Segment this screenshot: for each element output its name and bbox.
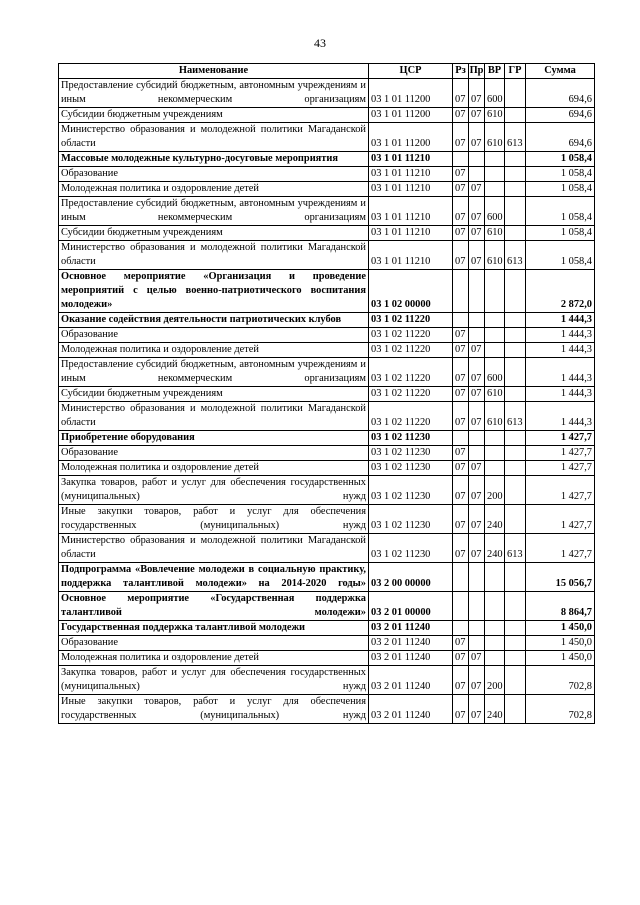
cell-sum: 1 444,3 [526,328,595,343]
table-row [59,402,595,431]
cell-gr [505,636,526,651]
cell-vr: 240 [485,534,505,563]
cell-pr [469,328,485,343]
cell-rz: 07 [453,343,469,358]
cell-pr: 07 [469,402,485,431]
table-row [59,636,595,651]
cell-rz: 07 [453,461,469,476]
cell-vr [485,461,505,476]
cell-vr [485,563,505,592]
cell-vr [485,167,505,182]
cell-sum: 702,8 [526,666,595,695]
cell-vr: 200 [485,666,505,695]
cell-sum: 1 444,3 [526,343,595,358]
cell-sum: 1 427,7 [526,534,595,563]
table-body [59,79,595,724]
cell-vr [485,636,505,651]
cell-vr: 610 [485,108,505,123]
table-row [59,328,595,343]
cell-vr: 600 [485,197,505,226]
cell-vr [485,328,505,343]
cell-sum: 694,6 [526,108,595,123]
cell-pr [469,446,485,461]
cell-pr: 07 [469,108,485,123]
cell-name: Основное мероприятие «Государственная поддержка талантливой молодежи» [59,592,369,621]
cell-vr: 200 [485,476,505,505]
table-row [59,167,595,182]
table-row [59,621,595,636]
cell-pr: 07 [469,197,485,226]
cell-sum: 1 058,4 [526,197,595,226]
cell-pr: 07 [469,182,485,197]
cell-pr [469,431,485,446]
cell-gr [505,431,526,446]
cell-sum: 1 444,3 [526,402,595,431]
cell-sum: 2 872,0 [526,270,595,313]
table-row [59,666,595,695]
cell-gr [505,108,526,123]
table-row [59,431,595,446]
cell-csr: 03 1 02 11230 [369,505,453,534]
cell-name: Предоставление субсидий бюджетным, автономным учреждениям и иным некоммерческим организациям [59,79,369,108]
cell-rz [453,431,469,446]
cell-csr: 03 1 01 11210 [369,241,453,270]
cell-csr: 03 1 02 11220 [369,402,453,431]
cell-gr [505,621,526,636]
header-gr: ГР [505,64,526,79]
cell-name: Государственная поддержка талантливой молодежи [59,621,369,636]
cell-name: Оказание содействия деятельности патриотических клубов [59,313,369,328]
cell-rz: 07 [453,358,469,387]
cell-name: Образование [59,167,369,182]
cell-rz [453,621,469,636]
cell-gr [505,592,526,621]
cell-gr: 613 [505,123,526,152]
cell-gr [505,358,526,387]
table-row [59,343,595,358]
cell-sum: 1 450,0 [526,651,595,666]
cell-gr [505,446,526,461]
cell-name: Молодежная политика и оздоровление детей [59,461,369,476]
cell-rz: 07 [453,226,469,241]
cell-sum: 1 058,4 [526,167,595,182]
table-row [59,505,595,534]
cell-name: Приобретение оборудования [59,431,369,446]
table-row [59,241,595,270]
header-vr: ВР [485,64,505,79]
cell-csr: 03 1 01 11210 [369,182,453,197]
cell-csr: 03 1 01 11210 [369,167,453,182]
cell-vr [485,313,505,328]
cell-rz: 07 [453,108,469,123]
cell-rz: 07 [453,402,469,431]
cell-rz: 07 [453,505,469,534]
cell-name: Субсидии бюджетным учреждениям [59,387,369,402]
cell-gr [505,226,526,241]
cell-name: Молодежная политика и оздоровление детей [59,182,369,197]
cell-vr [485,431,505,446]
cell-rz [453,152,469,167]
cell-gr [505,666,526,695]
cell-rz: 07 [453,387,469,402]
cell-pr: 07 [469,358,485,387]
table-row [59,152,595,167]
cell-gr [505,461,526,476]
cell-gr [505,505,526,534]
cell-pr: 07 [469,666,485,695]
cell-sum: 1 427,7 [526,476,595,505]
cell-vr: 610 [485,241,505,270]
cell-pr [469,563,485,592]
table-row [59,182,595,197]
cell-rz [453,270,469,313]
table-row [59,197,595,226]
cell-csr: 03 2 01 00000 [369,592,453,621]
cell-name: Министерство образования и молодежной политики Магаданской области [59,534,369,563]
cell-csr: 03 1 02 11220 [369,358,453,387]
cell-name: Министерство образования и молодежной политики Магаданской области [59,241,369,270]
cell-sum: 1 427,7 [526,446,595,461]
cell-rz [453,592,469,621]
cell-rz: 07 [453,328,469,343]
cell-name: Министерство образования и молодежной политики Магаданской области [59,402,369,431]
cell-pr: 07 [469,123,485,152]
cell-pr [469,152,485,167]
cell-csr: 03 2 01 11240 [369,666,453,695]
header-csr: ЦСР [369,64,453,79]
cell-csr: 03 1 02 00000 [369,270,453,313]
table-row [59,563,595,592]
cell-gr: 613 [505,402,526,431]
cell-name: Молодежная политика и оздоровление детей [59,343,369,358]
cell-vr [485,592,505,621]
cell-csr: 03 2 01 11240 [369,695,453,724]
cell-name: Закупка товаров, работ и услуг для обеспечения государственных (муниципальных) нужд [59,666,369,695]
cell-vr: 240 [485,695,505,724]
cell-pr: 07 [469,476,485,505]
cell-name: Иные закупки товаров, работ и услуг для обеспечения государственных (муниципальных) нужд [59,695,369,724]
cell-csr: 03 1 01 11200 [369,79,453,108]
page-number: 43 [314,36,326,50]
cell-gr [505,328,526,343]
table-row [59,695,595,724]
cell-pr: 07 [469,695,485,724]
cell-name: Министерство образования и молодежной политики Магаданской области [59,123,369,152]
cell-vr: 600 [485,358,505,387]
cell-csr: 03 1 02 11230 [369,476,453,505]
cell-gr [505,167,526,182]
cell-sum: 1 444,3 [526,313,595,328]
cell-vr: 610 [485,226,505,241]
cell-name: Образование [59,446,369,461]
table-row [59,313,595,328]
cell-sum: 702,8 [526,695,595,724]
cell-rz: 07 [453,476,469,505]
table-row [59,387,595,402]
cell-gr [505,695,526,724]
cell-pr [469,270,485,313]
cell-csr: 03 1 01 11200 [369,123,453,152]
cell-gr [505,387,526,402]
table-row [59,358,595,387]
cell-pr [469,167,485,182]
cell-rz: 07 [453,79,469,108]
cell-gr [505,79,526,108]
cell-rz: 07 [453,534,469,563]
cell-pr [469,636,485,651]
cell-vr [485,446,505,461]
cell-csr: 03 1 02 11230 [369,431,453,446]
cell-rz: 07 [453,182,469,197]
table-row [59,446,595,461]
cell-gr [505,651,526,666]
cell-name: Образование [59,328,369,343]
header-rz: Рз [453,64,469,79]
cell-sum: 1 427,7 [526,461,595,476]
cell-sum: 1 058,4 [526,182,595,197]
cell-gr [505,476,526,505]
cell-vr [485,651,505,666]
cell-gr [505,343,526,358]
cell-gr [505,152,526,167]
cell-pr: 07 [469,534,485,563]
table-row [59,270,595,313]
cell-gr: 613 [505,534,526,563]
cell-sum: 1 058,4 [526,241,595,270]
cell-csr: 03 1 01 11200 [369,108,453,123]
cell-sum: 694,6 [526,79,595,108]
table-row [59,592,595,621]
cell-name: Образование [59,636,369,651]
cell-sum: 1 058,4 [526,226,595,241]
cell-vr [485,343,505,358]
cell-sum: 15 056,7 [526,563,595,592]
cell-name: Субсидии бюджетным учреждениям [59,226,369,241]
cell-name: Субсидии бюджетным учреждениям [59,108,369,123]
cell-name: Закупка товаров, работ и услуг для обеспечения государственных (муниципальных) нужд [59,476,369,505]
cell-vr: 610 [485,123,505,152]
cell-rz [453,313,469,328]
cell-rz: 07 [453,695,469,724]
cell-pr [469,621,485,636]
cell-pr [469,592,485,621]
header-sum: Сумма [526,64,595,79]
cell-vr [485,182,505,197]
cell-sum: 8 864,7 [526,592,595,621]
cell-vr: 610 [485,387,505,402]
cell-sum: 694,6 [526,123,595,152]
cell-pr: 07 [469,461,485,476]
cell-pr: 07 [469,241,485,270]
cell-sum: 1 427,7 [526,431,595,446]
cell-csr: 03 2 01 11240 [369,651,453,666]
cell-rz: 07 [453,666,469,695]
cell-vr: 600 [485,79,505,108]
cell-sum: 1 450,0 [526,636,595,651]
cell-name: Предоставление субсидий бюджетным, автономным учреждениям и иным некоммерческим организациям [59,197,369,226]
cell-csr: 03 1 01 11210 [369,226,453,241]
cell-name: Предоставление субсидий бюджетным, автономным учреждениям и иным некоммерческим организациям [59,358,369,387]
cell-rz: 07 [453,446,469,461]
cell-csr: 03 1 02 11220 [369,387,453,402]
cell-gr [505,182,526,197]
cell-vr [485,270,505,313]
cell-csr: 03 1 01 11210 [369,197,453,226]
cell-vr: 610 [485,402,505,431]
cell-sum: 1 444,3 [526,387,595,402]
cell-sum: 1 058,4 [526,152,595,167]
cell-csr: 03 1 02 11220 [369,343,453,358]
cell-csr: 03 1 01 11210 [369,152,453,167]
cell-gr [505,197,526,226]
cell-vr [485,152,505,167]
cell-name: Иные закупки товаров, работ и услуг для обеспечения государственных (муниципальных) нужд [59,505,369,534]
cell-rz: 07 [453,241,469,270]
cell-gr [505,563,526,592]
table-row [59,108,595,123]
header-pr: Пр [469,64,485,79]
cell-sum: 1 450,0 [526,621,595,636]
cell-sum: 1 444,3 [526,358,595,387]
budget-table [58,63,595,724]
cell-rz: 07 [453,636,469,651]
cell-pr [469,313,485,328]
table-row [59,651,595,666]
cell-pr: 07 [469,343,485,358]
cell-csr: 03 1 02 11220 [369,328,453,343]
cell-gr: 613 [505,241,526,270]
cell-csr: 03 1 02 11220 [369,313,453,328]
cell-csr: 03 2 01 11240 [369,621,453,636]
cell-csr: 03 2 00 00000 [369,563,453,592]
cell-pr: 07 [469,226,485,241]
cell-rz: 07 [453,123,469,152]
cell-sum: 1 427,7 [526,505,595,534]
cell-csr: 03 1 02 11230 [369,446,453,461]
cell-pr: 07 [469,505,485,534]
cell-vr [485,621,505,636]
cell-name: Массовые молодежные культурно-досуговые мероприятия [59,152,369,167]
cell-gr [505,313,526,328]
cell-rz: 07 [453,197,469,226]
table-row [59,79,595,108]
cell-csr: 03 2 01 11240 [369,636,453,651]
cell-vr: 240 [485,505,505,534]
cell-gr [505,270,526,313]
table-row [59,461,595,476]
cell-name: Подпрограмма «Вовлечение молодежи в социальную практику, поддержка талантливой молодежи» на 2014-2020 годы» [59,563,369,592]
table-row [59,476,595,505]
header-name: Наименование [59,64,369,79]
table-row [59,226,595,241]
cell-pr: 07 [469,387,485,402]
cell-name: Молодежная политика и оздоровление детей [59,651,369,666]
table-row [59,123,595,152]
cell-pr: 07 [469,79,485,108]
cell-name: Основное мероприятие «Организация и проведение мероприятий с целью военно-патриотического воспитания молодежи» [59,270,369,313]
cell-csr: 03 1 02 11230 [369,534,453,563]
cell-rz: 07 [453,651,469,666]
cell-pr: 07 [469,651,485,666]
cell-rz [453,563,469,592]
cell-rz: 07 [453,167,469,182]
cell-csr: 03 1 02 11230 [369,461,453,476]
table-row [59,534,595,563]
table-header-row [59,64,595,79]
